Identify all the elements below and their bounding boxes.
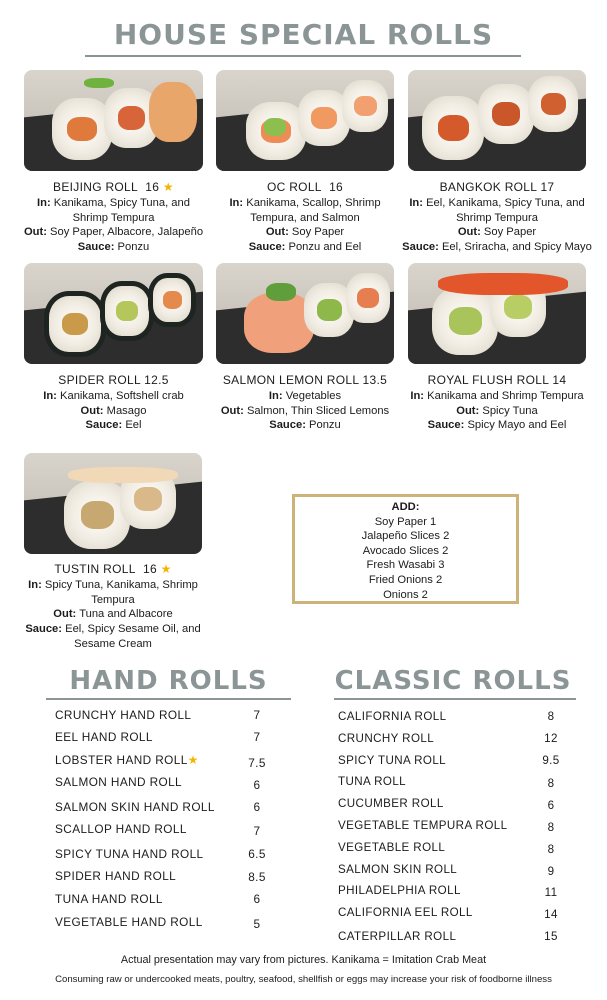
item-price: 8 [547,710,555,723]
menu-row [338,754,568,776]
roll-sauce: Eel, Spicy Sesame Oil, and Sesame Cream [65,623,201,650]
photo-beijing-roll [24,70,203,171]
star-icon: ★ [187,752,199,767]
photo-royal-flush-roll [408,263,586,364]
photo-spider-roll [24,263,203,364]
menu-row [338,819,568,841]
item-name: TUNA HAND ROLL [55,892,163,907]
menu-row [338,928,568,950]
item-price: 7 [253,708,261,722]
roll-name: SALMON LEMON ROLL [222,373,359,387]
roll-beijing: BEIJING ROLL 16 ★ In: Kanikama, Spicy Tuna, and Shrimp Tempura Out: Soy Paper, Albacore, Jalapeño Sauce: Ponzu [23,180,204,254]
roll-spider: SPIDER ROLL 12.5 In: Kanikama, Softshell crab Out: Masago Sauce: Eel [43,373,184,432]
item-name: VEGETABLE ROLL [338,840,446,854]
item-name: CRUNCHY HAND ROLL [55,708,192,722]
menu-row [338,775,568,797]
item-price: 6 [547,799,555,813]
roll-price: 17 [540,180,555,194]
item-name: CRUNCHY ROLL [338,731,435,745]
item-name: VEGETABLE HAND ROLL [55,914,203,929]
classic-rolls-list [338,710,568,950]
roll-bangkok: BANGKOK ROLL 17 In: Eel, Kanikama, Spicy Tuna, and Shrimp Tempura Out: Soy Paper Sauce: Eel, Sriracha, and Spicy Mayo [402,180,592,254]
menu-row [55,775,280,797]
menu-row [338,863,568,885]
item-name: SALMON SKIN ROLL [338,862,458,876]
menu-row [338,841,568,863]
classic-rolls-underline [334,698,576,700]
roll-outside: Tuna and Albacore [79,608,173,621]
item-price: 6 [253,777,261,792]
roll-inside: Kanikama, Spicy Tuna, and Shrimp Tempura [53,196,190,224]
add-on-item: Soy Paper 1 [374,515,437,528]
title-underline [85,55,521,57]
roll-name: SPIDER ROLL [58,373,141,387]
menu-row [338,906,568,928]
item-price: 8 [547,777,555,791]
item-name: SPICY TUNA ROLL [338,753,447,767]
item-name: EEL HAND ROLL [55,730,153,745]
menu-row [55,708,280,730]
menu-row [338,797,568,819]
add-ons-title: ADD: [391,501,420,513]
roll-tustin: TUSTIN ROLL 16 ★ In: Spicy Tuna, Kanikama, Shrimp Tempura Out: Tuna and Albacore Sauce: Eel, Spicy Sesame Oil, and Sesame Cream [25,562,201,650]
roll-sauce: Ponzu and Eel [288,241,362,254]
item-price: 12 [544,731,558,745]
add-ons-box [292,494,519,604]
menu-row [55,753,280,775]
item-price: 7.5 [248,755,266,770]
classic-rolls-title: CLASSIC ROLLS [334,666,572,696]
add-on-item: Jalapeño Slices 2 [361,530,450,543]
menu-row [55,886,280,908]
menu-row [338,884,568,906]
roll-sauce: Eel, Sriracha, and Spicy Mayo [441,241,592,254]
roll-name: OC ROLL [266,180,322,194]
roll-price: 13.5 [362,373,388,387]
roll-price: 16 [142,562,157,576]
footnote-health-warning: Consuming raw or undercooked meats, poultry, seafood, shellfish or eggs may increase your risk of foodborne illness [55,974,552,985]
roll-price: 12.5 [144,373,169,387]
item-price: 14 [544,908,558,922]
menu-row [55,730,280,752]
roll-price: 14 [552,373,567,387]
add-on-item: Fried Onions 2 [368,573,443,586]
roll-outside: Masago [106,404,147,417]
item-name: SALMON SKIN HAND ROLL [55,800,215,815]
roll-outside: Soy Paper, Albacore, Jalapeño [50,226,204,239]
roll-oc: OC ROLL 16 In: Kanikama, Scallop, Shrimp Tempura, and Salmon Out: Soy Paper Sauce: Ponzu and Eel [229,180,381,254]
item-name: TUNA ROLL [338,775,407,789]
item-price: 5 [253,916,261,931]
roll-inside: Kanikama, Softshell crab [60,389,184,402]
roll-inside: Kanikama, Scallop, Shrimp Tempura, and Salmon [246,196,381,224]
item-price: 8 [547,820,555,834]
add-on-item: Fresh Wasabi 3 [366,559,445,572]
star-icon: ★ [162,180,174,194]
item-name: CALIFORNIA EEL ROLL [338,906,473,920]
roll-outside: Soy Paper [483,226,537,239]
item-price: 6 [253,800,261,815]
roll-outside: Salmon, Thin Sliced Lemons [246,404,390,417]
roll-inside: Vegetables [285,389,342,402]
item-price: 9 [547,864,555,878]
item-price: 6.5 [248,846,266,861]
item-price: 9.5 [542,753,560,767]
item-name: PHILADELPHIA ROLL [338,884,461,898]
item-name: SPIDER HAND ROLL [55,869,177,884]
roll-inside: Spicy Tuna, Kanikama, Shrimp Tempura [44,578,198,606]
photo-salmon-lemon-roll [216,263,394,364]
photo-oc-roll [216,70,394,171]
menu-row [338,710,568,732]
item-name: CALIFORNIA ROLL [338,710,447,723]
footnote-presentation: Actual presentation may vary from pictures. Kanikama = Imitation Crab Meat [120,954,487,966]
roll-sauce: Ponzu [309,419,341,432]
roll-inside: Eel, Kanikama, Spicy Tuna, and Shrimp Tempura [426,196,585,224]
roll-price: 16 [145,180,160,194]
item-name: LOBSTER HAND ROLL [55,752,188,767]
add-on-item: Avocado Slices 2 [362,544,449,557]
roll-outside: Spicy Tuna [482,404,538,417]
item-price: 6 [253,892,261,907]
menu-row [55,909,280,931]
roll-inside: Kanikama and Shrimp Tempura [427,389,584,402]
roll-name: BANGKOK ROLL [439,180,537,194]
house-special-title: HOUSE SPECIAL ROLLS [113,18,494,51]
item-price: 15 [544,929,558,943]
menu-row [55,864,280,886]
roll-royal-flush: ROYAL FLUSH ROLL 14 In: Kanikama and Shrimp Tempura Out: Spicy Tuna Sauce: Spicy Mayo and Eel [410,373,584,432]
photo-bangkok-roll [408,70,586,171]
item-name: SPICY TUNA HAND ROLL [55,846,204,861]
item-price: 7 [253,730,261,745]
menu-row [55,819,280,841]
add-on-item: Onions 2 [383,588,428,601]
item-name: SALMON HAND ROLL [55,774,183,789]
roll-sauce: Ponzu [117,241,150,254]
menu-row [55,842,280,864]
item-name: CUCUMBER ROLL [338,797,444,811]
item-name: CATERPILLAR ROLL [338,929,457,943]
roll-sauce: Eel [125,419,142,432]
roll-salmon-lemon: SALMON LEMON ROLL 13.5 In: Vegetables Out: Salmon, Thin Sliced Lemons Sauce: Ponzu [220,373,390,432]
hand-rolls-underline [46,698,291,700]
menu-row [338,732,568,754]
item-price: 11 [544,886,558,900]
roll-price: 16 [329,180,344,194]
roll-outside: Soy Paper [291,226,345,239]
menu-row [55,797,280,819]
item-price: 7 [253,824,261,839]
roll-name: TUSTIN ROLL [54,562,136,576]
hand-rolls-title: HAND ROLLS [69,666,268,696]
item-price: 8.5 [248,870,266,885]
item-name: SCALLOP HAND ROLL [55,822,187,837]
star-icon: ★ [160,562,172,576]
item-price: 8 [547,842,555,856]
roll-name: BEIJING ROLL [53,180,139,194]
item-name: VEGETABLE TEMPURA ROLL [338,818,508,832]
hand-rolls-list [55,708,280,931]
roll-sauce: Spicy Mayo and Eel [467,419,567,432]
roll-name: ROYAL FLUSH ROLL [427,373,549,387]
photo-tustin-roll [24,453,202,554]
